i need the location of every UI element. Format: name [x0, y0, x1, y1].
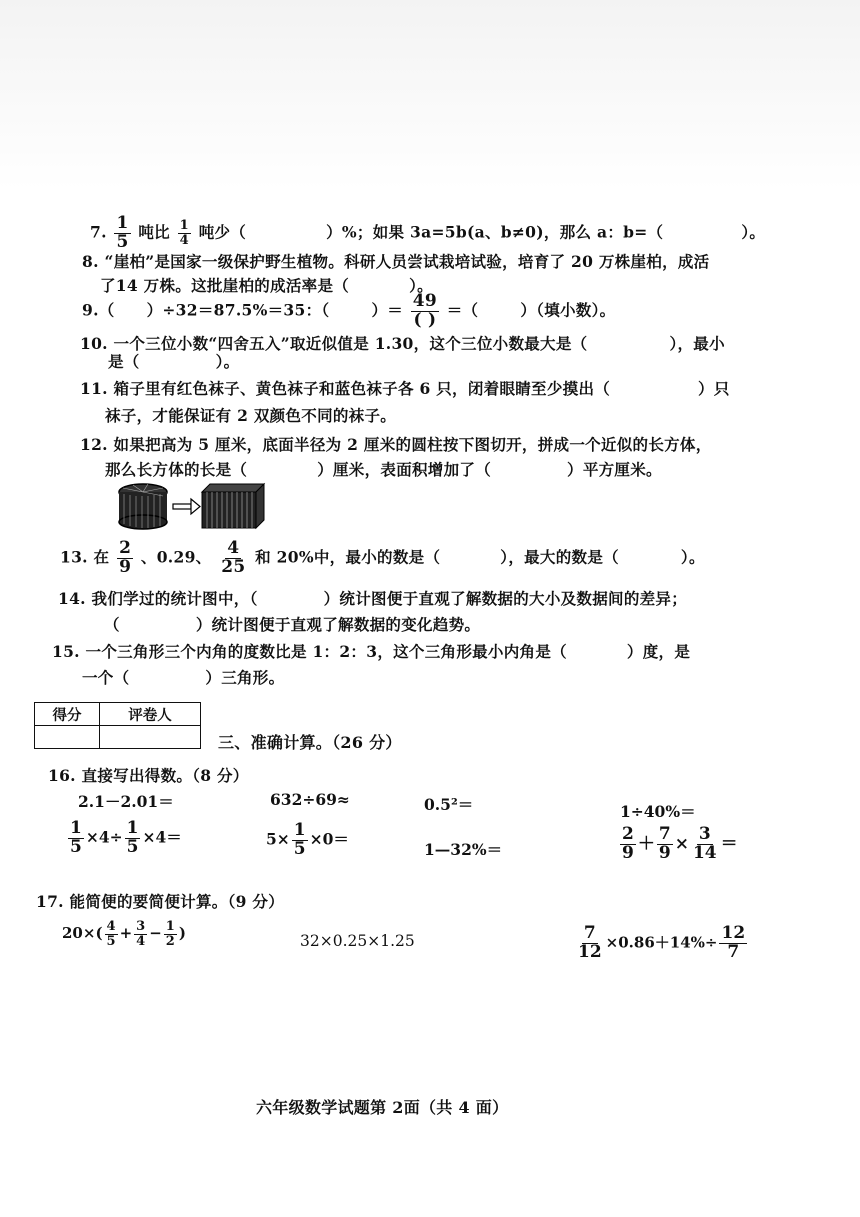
- question-10-line-2: 是（ ）。: [108, 352, 240, 371]
- question-11-line-2: 袜子，才能保证有 2 双颜色不同的袜子。: [105, 406, 397, 425]
- fraction-4-25: $\frac{4}{25}$: [221, 538, 246, 577]
- question-8-line-1: 8. “崖柏”是国家一级保护野生植物。科研人员尝试栽培试验，培育了 20 万株崖柏，成活: [82, 252, 710, 271]
- question-13: 13. 在 $\frac{2}{9}$ 、0.29、 $\frac{4}{25}$ 和 20%中，最小的数是（ ），最大的数是（ ）。: [60, 538, 705, 577]
- section-3-title: 三、准确计算。（26 分）: [218, 733, 402, 752]
- question-number: 7.: [90, 222, 107, 242]
- grader-header: 评卷人: [100, 703, 201, 726]
- question-14-line-2: （ ）统计图便于直观了解数据的变化趋势。: [104, 615, 481, 634]
- calc-1: 2.1－2.01＝: [78, 792, 174, 811]
- fraction-1-4: $\frac{1}{4}$: [179, 218, 189, 248]
- question-11-line-1: 11. 箱子里有红色袜子、黄色袜子和蓝色袜子各 6 只，闭着眼睛至少摸出（ ）只: [80, 379, 730, 398]
- fraction-49-blank: $\frac{49}{( )}$: [412, 291, 438, 330]
- calc-8: $\frac{2}{9}$ ＋ $\frac{7}{9}$ × $\frac{3}{14}$ ＝: [622, 824, 738, 863]
- score-cell[interactable]: [35, 726, 100, 749]
- question-12-line-1: 12. 如果把高为 5 厘米，底面半径为 2 厘米的圆柱按下图切开，拼成一个近似的长方体，: [80, 435, 712, 454]
- score-header: 得分: [35, 703, 100, 726]
- question-12-line-2: 那么长方体的长是（ ）厘米，表面积增加了（ ）平方厘米。: [105, 460, 662, 479]
- cylinder-to-cuboid-figure: [118, 480, 266, 530]
- cuboid-icon: [202, 484, 264, 528]
- question-9: 9.（ ）÷32＝87.5%＝35：（ ）＝ $\frac{49}{( )}$ ＝（ ）（填小数）。: [82, 291, 616, 330]
- calc-3: 0.5²＝: [424, 795, 474, 814]
- fraction-1-5: $\frac{1}{5}$: [116, 213, 129, 252]
- calc-2: 632÷69≈: [270, 790, 350, 809]
- cylinder-icon: [119, 484, 167, 529]
- expr-1: 20×( $\frac{4}{5}$ + $\frac{3}{4}$ − $\frac{1}{2}$ ): [62, 919, 186, 949]
- question-14-line-1: 14. 我们学过的统计图中，（ ）统计图便于直观了解数据的大小及数据间的差异；: [58, 589, 688, 608]
- calc-7: 1—32%＝: [424, 840, 503, 859]
- grader-cell[interactable]: [100, 726, 201, 749]
- question-17-title: 17. 能简便的要简便计算。（9 分）: [36, 892, 284, 911]
- question-8-line-2: 了14 万株。这批崖柏的成活率是（ ）。: [100, 276, 433, 295]
- calc-5: $\frac{1}{5}$ ×4÷ $\frac{1}{5}$ ×4＝: [70, 818, 182, 857]
- question-15-line-1: 15. 一个三角形三个内角的度数比是 1：2：3，这个三角形最小内角是（ ）度，是: [52, 642, 691, 661]
- question-10-line-1: 10. 一个三位小数“四舍五入”取近似值是 1.30，这个三位小数最大是（ ），最小: [80, 334, 725, 353]
- page-footer: 六年级数学试题第 2面（共 4 面）: [256, 1098, 509, 1117]
- score-table: [34, 702, 201, 749]
- calc-4: 1÷40%＝: [620, 802, 696, 821]
- question-16-title: 16. 直接写出得数。（8 分）: [48, 766, 249, 785]
- arrow-icon: [173, 499, 200, 514]
- expr-3: $\frac{7}{12}$ ×0.86＋14%÷ $\frac{12}{7}$: [578, 923, 746, 962]
- expr-2: 32×0.25×1.25: [300, 932, 415, 950]
- question-15-line-2: 一个（ ）三角形。: [82, 668, 285, 687]
- scan-top-shade: [0, 0, 860, 190]
- fraction-2-9: $\frac{2}{9}$: [119, 538, 132, 577]
- question-7: 7. $\frac{1}{5}$ 吨比 $\frac{1}{4}$ 吨少（ ）%；如果 3a=5b(a、b≠0)，那么 a：b=（ ）。: [90, 213, 766, 252]
- calc-6: 5× $\frac{1}{5}$ ×0＝: [266, 820, 349, 859]
